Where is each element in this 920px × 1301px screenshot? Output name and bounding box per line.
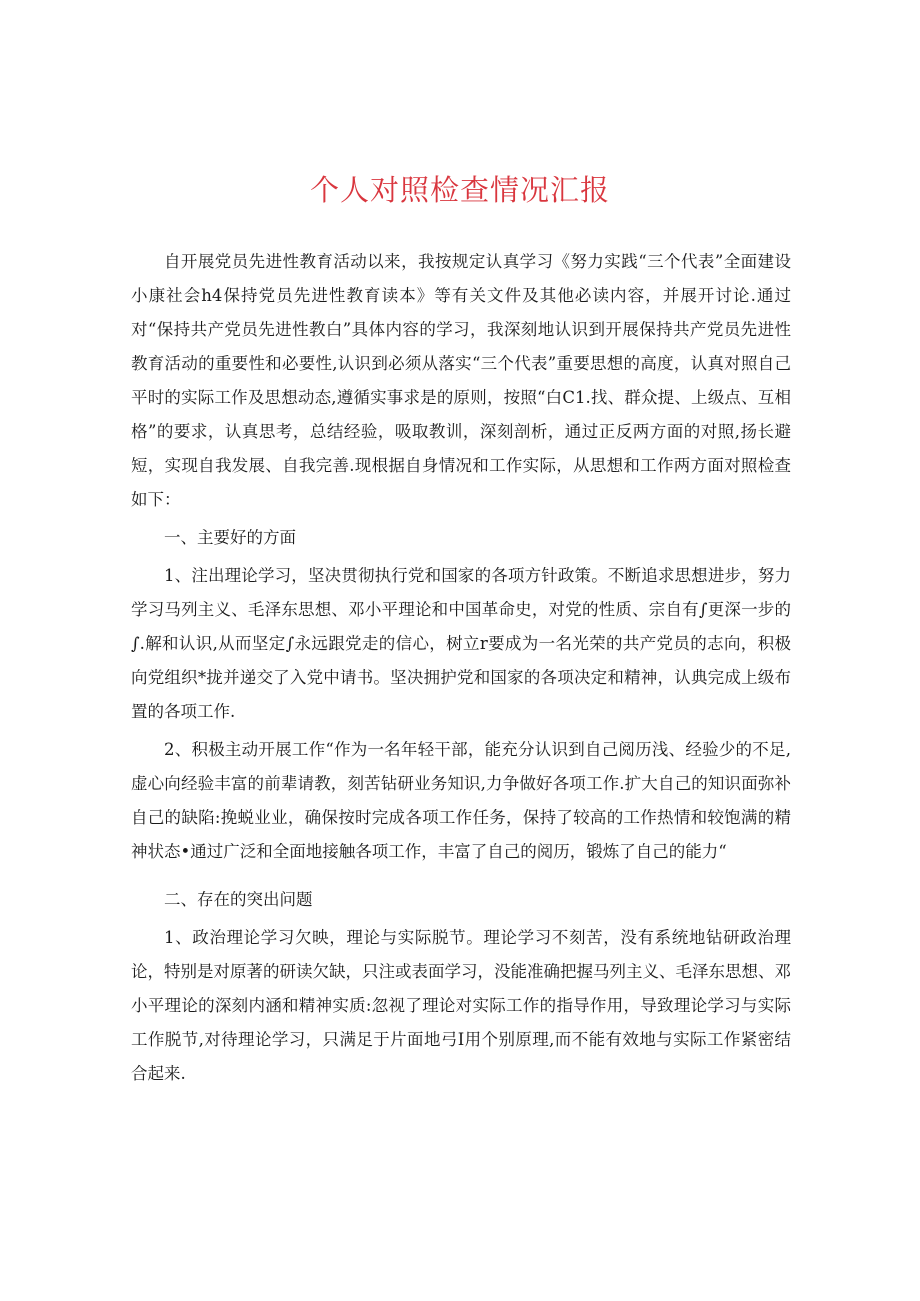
section2-heading: 二、存在的突出问题 — [164, 890, 313, 909]
intro-paragraph: 自开展党员先进性教育活动以来，我按规定认真学习《努力实践“三个代表”全面建设小康社会h4保持党员先进性教育读本》等有关文件及其他必读内容，并展开讨论.通过对“保持共产党员先进性教白”具体内容的学习，我深刻地认识到开展保持共产党员先进性教育活动的重要性和必要性,认识到必须从落实“三个代表”重要思想的高度，认真对照自己平时的实际工作及思想动态,遵循实事求是的原则，按照“白C1.找、群众提、上级点、互相格”的要求，认真思考，总结经验，吸取教训，深刻剖析，通过正反两方面的对照,扬长避短，实现自我发展、自我完善.现根据自身情况和工作实际，从思想和工作两方面对照检查如下： — [131, 252, 791, 509]
section1-item1: 1、注出理论学习，坚决贯彻执行党和国家的各项方针政策。不断追求思想进步，努力学习马列主义、毛泽东思想、邓小平理论和中国革命史，对党的性质、宗自有∫更深一步的∫.解和认识,从而坚定∫永远跟党走的信心，树立r要成为一名光荣的共产党员的志向，积极向党组织*拢并递交了入党中请书。坚决拥护党和国家的各项决定和精神，认典完成上级布置的各项工作. — [131, 566, 791, 721]
document-body — [131, 245, 791, 1091]
section2-item1: 1、政治理论学习欠映，理论与实际脱节。理论学习不刻苦，没有系统地钻研政治理论，特别是对原著的研读欠缺，只注或表面学习，没能准确把握马列主义、毛泽东思想、邓小平理论的深刻内涵和精神实质:忽视了理论对实际工作的指导作用，导致理论学习与实际工作脱节,对待理论学习，只满足于片面地弓I用个别原理,而不能有效地与实际工作紧密结合起来. — [131, 928, 791, 1083]
document-title: 个人对照检查情况汇报 — [309, 173, 610, 207]
section1-heading: 一、主要好的方面 — [164, 528, 296, 547]
section1-item2: 2、积极主动开展工作“作为一名年轻干部，能充分认识到自己阅历浅、经验少的不足,虚心向经验丰富的前辈请教，刻苦钻研业务知识,力争做好各项工作.扩大自己的知识面弥补自己的缺陷:挽蜕业业，确保按时完成各项工作任务，保持了较高的工作热情和较饱满的精神状态•通过广泛和全面地接触各项工作，丰富了自己的阅历，锻炼了自己的能力“ — [131, 740, 791, 861]
